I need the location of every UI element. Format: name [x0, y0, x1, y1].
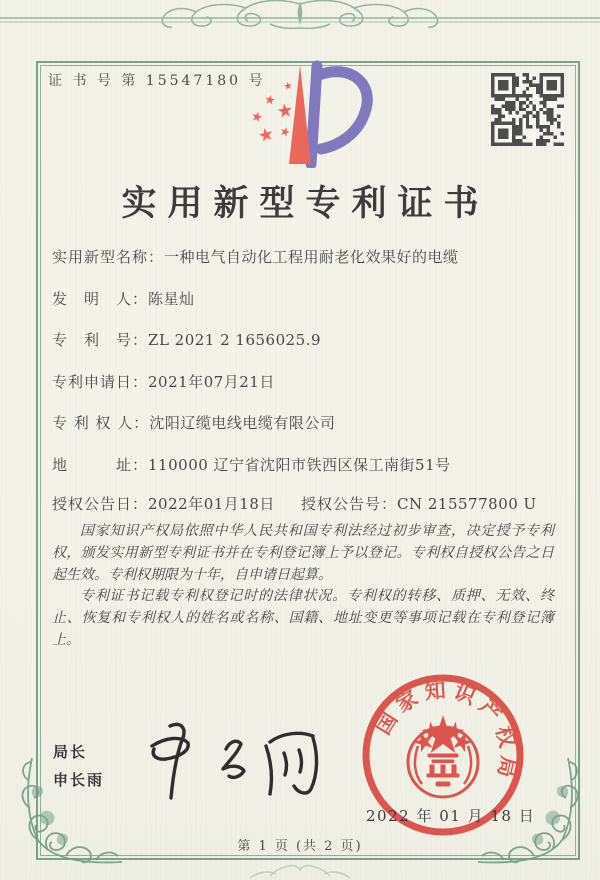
field-label: 专利申请日：: [52, 372, 149, 391]
field-patentee: [52, 403, 558, 445]
certificate-fields: [52, 237, 558, 522]
field-label: 发 明 人：: [52, 289, 149, 308]
field-application-date: [52, 362, 558, 404]
qr-code: [491, 73, 564, 146]
field-address: [52, 445, 558, 487]
field-value: 陈星灿: [148, 289, 195, 308]
certificate-number: 证 书 号 第 15547180 号: [48, 73, 266, 89]
certificate-body-text: [52, 521, 554, 652]
seal-national-emblem: [408, 727, 478, 797]
logo-red-wedge: [289, 65, 311, 164]
signer-name: 申长雨: [53, 771, 105, 789]
top-ornament-band: [0, 0, 600, 32]
logo-stars: [251, 81, 293, 142]
body-paragraph-2: 专利证书记载专利权登记时的法律状况。专利权的转移、质押、无效、终止、恢复和专利权人的姓名或名称、国籍、地址变更等事项记载在专利登记簿上。: [52, 588, 554, 648]
field-value: 110000 辽宁省沈阳市铁西区保工南街51号: [148, 455, 451, 474]
field-patent-number: [52, 320, 558, 362]
bottom-ornament-hint: [0, 856, 600, 880]
field-grant-row: [52, 487, 558, 522]
field-value: 2021年07月21日: [148, 372, 275, 391]
seal-circular-text: 国家知识产权局: [369, 676, 523, 786]
field-label: 专 利 号：: [52, 331, 149, 350]
page-number-footer: 第 1 页 (共 2 页): [237, 839, 363, 854]
field-value: ZL 2021 2 1656025.9: [148, 331, 322, 350]
grant-date-label: 授权公告日：: [52, 494, 149, 513]
certificate-title: 实用新型专利证书: [121, 183, 490, 224]
grant-number-value: CN 215577800 U: [397, 494, 537, 513]
field-label: 专 利 权 人：: [52, 414, 150, 433]
field-value: 一种电气自动化工程用耐老化效果好的电缆: [164, 248, 459, 266]
logo-p-shape: [311, 66, 367, 164]
field-label: 地 址：: [52, 455, 149, 474]
field-utility-model-name: [52, 237, 558, 279]
field-label: 实用新型名称：: [52, 248, 165, 266]
seal-date: 2022 年 01 月 18 日: [366, 807, 536, 825]
cnipa-logo: [238, 60, 380, 168]
field-inventor: [52, 279, 558, 321]
grant-date-value: 2022年01月18日: [148, 494, 275, 513]
signer-title: 局长: [53, 743, 88, 761]
director-signature: [132, 716, 344, 812]
grant-number-label: 授权公告号：: [301, 494, 398, 513]
signer-block: [53, 738, 104, 794]
body-paragraph-1: 国家知识产权局依照中华人民共和国专利法经过初步审查，决定授予专利权，颁发实用新型专利证书并在专利登记簿上予以登记。专利权自授权公告之日起生效。专利权期限为十年，自申请日起算。: [52, 523, 554, 583]
field-value: 沈阳辽缆电线电缆有限公司: [149, 414, 336, 433]
grant-number-pair: [301, 487, 537, 522]
